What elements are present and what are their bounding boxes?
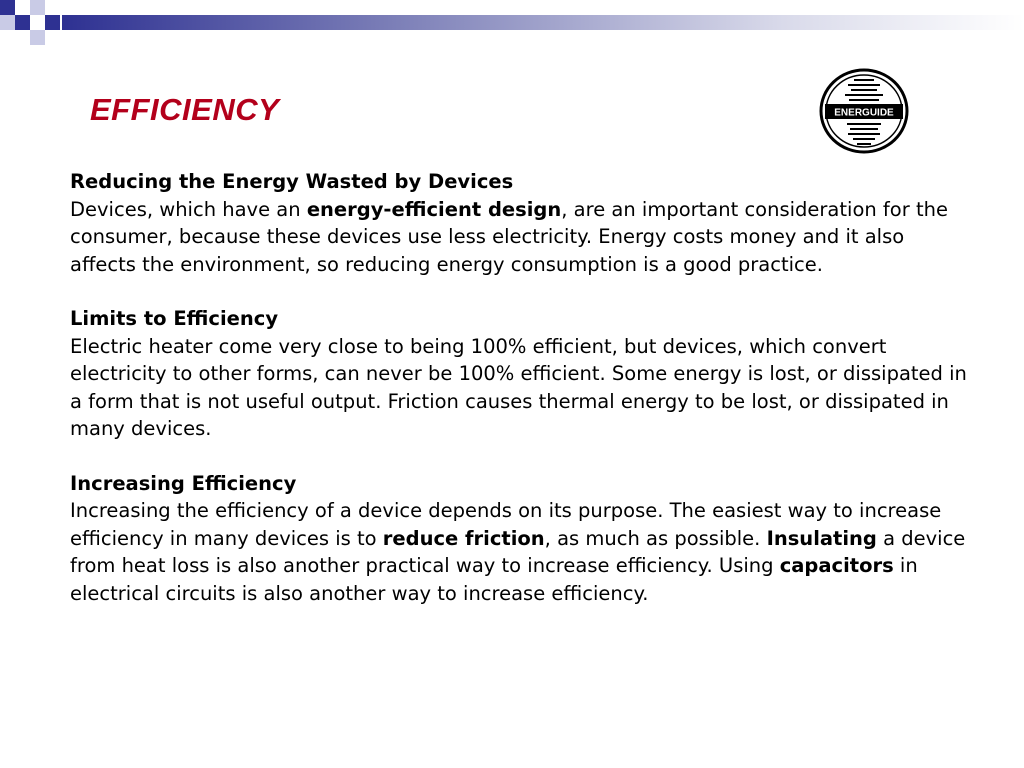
slide-title: EFFICIENCY <box>90 92 280 127</box>
bold-term: capacitors <box>779 554 894 577</box>
header-gradient-bar <box>62 15 1024 30</box>
section-paragraph <box>70 497 975 607</box>
section-heading: Limits to Efficiency <box>70 307 279 330</box>
section-paragraph <box>70 196 975 279</box>
bold-term: energy-efficient design <box>306 197 562 221</box>
text-run: Increasing the efficiency of a device depends on its purpose. The easiest way to increase efficiency in many devices is to <box>70 499 942 550</box>
section-increasing <box>70 470 975 608</box>
text-run: , as much as possible. <box>544 526 767 550</box>
energuide-logo-icon <box>818 67 910 155</box>
bold-term: Insulating <box>766 526 877 550</box>
corner-decoration <box>0 0 80 64</box>
logo-text: ENERGUIDE <box>834 107 894 119</box>
section-heading: Reducing the Energy Wasted by Devices <box>70 170 514 193</box>
text-run: a device from heat loss is also another practical way to increase efficiency. Using <box>70 526 966 577</box>
slide-body <box>70 168 975 634</box>
bold-term: reduce friction <box>382 526 545 550</box>
section-reducing-energy <box>70 168 975 278</box>
section-heading: Increasing Efficiency <box>70 471 297 495</box>
section-limits <box>70 305 975 443</box>
text-run: , are an important consideration for the consumer, because these devices use less electricity. Energy costs money and it also affects the environment, so reducing energy consumption is a good practice. <box>70 197 948 276</box>
text-run: Devices, which have an <box>70 197 307 221</box>
text-run: in electrical circuits is also another way to increase efficiency. <box>70 554 918 605</box>
section-paragraph: Electric heater come very close to being 100% efficient, but devices, which convert electricity to other forms, can never be 100% efficient. Some energy is lost, or dissipated in a form that is not useful output. Friction causes thermal energy to be lost, or dissipated in many devices. <box>70 334 967 440</box>
